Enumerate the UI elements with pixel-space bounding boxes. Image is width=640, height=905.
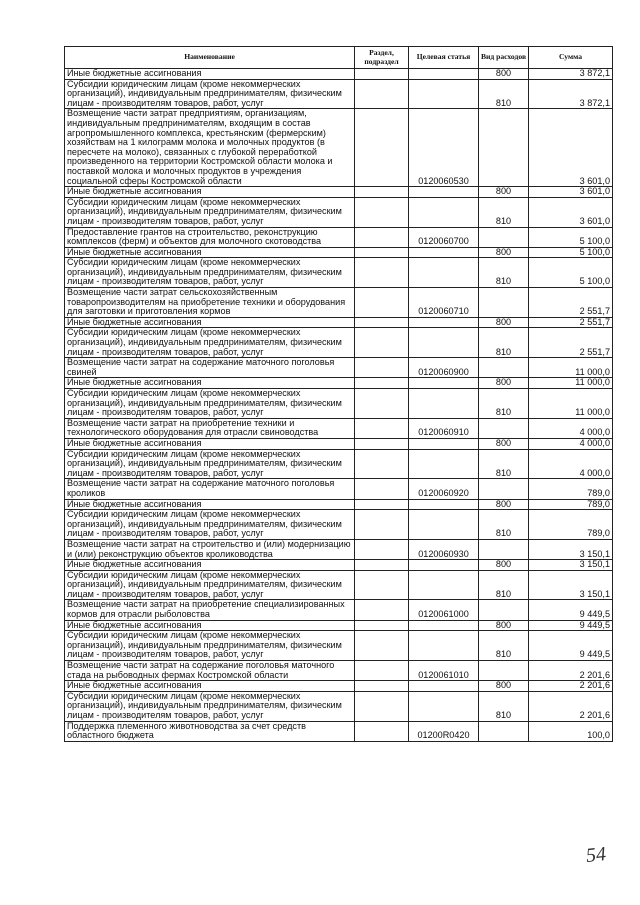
- table-row: [65, 570, 613, 600]
- name-cell: Возмещение части затрат на содержание маточного поголовья кроликов: [65, 479, 355, 499]
- target-cell: 0120060700: [409, 227, 479, 247]
- name-cell: Иные бюджетные ассигнования: [65, 187, 355, 198]
- section-cell: [355, 499, 409, 510]
- target-cell: 01200R0420: [409, 721, 479, 741]
- section-cell: [355, 681, 409, 692]
- sum-cell: 9 449,5: [529, 600, 613, 620]
- name-cell: Субсидии юридическим лицам (кроме некоммерческих организаций), индивидуальным предпринимателям, физическим лицам - производителям товаров, работ, услуг: [65, 258, 355, 288]
- table-row: [65, 449, 613, 479]
- table-row: [65, 378, 613, 389]
- table-row: [65, 258, 613, 288]
- table-row: [65, 691, 613, 721]
- kind-cell: 800: [479, 187, 529, 198]
- table-row: [65, 328, 613, 358]
- sum-cell: 3 150,1: [529, 560, 613, 571]
- table-body: [65, 69, 613, 742]
- table-row: [65, 631, 613, 661]
- name-cell: Иные бюджетные ассигнования: [65, 499, 355, 510]
- target-cell: [409, 328, 479, 358]
- target-cell: 0120060530: [409, 109, 479, 187]
- target-cell: [409, 631, 479, 661]
- kind-cell: 810: [479, 510, 529, 540]
- budget-table: [64, 46, 613, 742]
- target-cell: [409, 378, 479, 389]
- section-cell: [355, 661, 409, 681]
- kind-cell: 810: [479, 631, 529, 661]
- kind-cell: 800: [479, 620, 529, 631]
- kind-cell: 810: [479, 79, 529, 109]
- sum-cell: 9 449,5: [529, 620, 613, 631]
- header-target: Целевая статья: [409, 47, 479, 69]
- kind-cell: [479, 418, 529, 438]
- kind-cell: 800: [479, 317, 529, 328]
- kind-cell: 810: [479, 389, 529, 419]
- kind-cell: 800: [479, 560, 529, 571]
- name-cell: Субсидии юридическим лицам (кроме некоммерческих организаций), индивидуальным предпринимателям, физическим лицам - производителям товаров, работ, услуг: [65, 389, 355, 419]
- header-name: Наименование: [65, 47, 355, 69]
- section-cell: [355, 79, 409, 109]
- target-cell: [409, 389, 479, 419]
- name-cell: Иные бюджетные ассигнования: [65, 317, 355, 328]
- sum-cell: 2 201,6: [529, 681, 613, 692]
- section-cell: [355, 317, 409, 328]
- name-cell: Возмещение части затрат сельскохозяйственным товаропроизводителям на приобретение техники и оборудования для заготовки и приготовления кормов: [65, 288, 355, 318]
- name-cell: Возмещение части затрат предприятиям, организациям, индивидуальным предпринимателям, входящим в состав агропромышленного комплекса, крестьянским (фермерским) хозяйствам на 1 килограмм молока и молочных продуктов (в пересчете на молоко), связанных с глубокой переработкой произведенного на территории Костромской области молока и поставкой молока и молочных продуктов в учреждения социальной сферы Костромской области: [65, 109, 355, 187]
- kind-cell: 800: [479, 681, 529, 692]
- kind-cell: 800: [479, 499, 529, 510]
- section-cell: [355, 721, 409, 741]
- sum-cell: 5 100,0: [529, 227, 613, 247]
- target-cell: [409, 69, 479, 80]
- name-cell: Иные бюджетные ассигнования: [65, 560, 355, 571]
- sum-cell: 3 601,0: [529, 109, 613, 187]
- table-row: [65, 560, 613, 571]
- name-cell: Субсидии юридическим лицам (кроме некоммерческих организаций), индивидуальным предпринимателям, физическим лицам - производителям товаров, работ, услуг: [65, 691, 355, 721]
- section-cell: [355, 227, 409, 247]
- section-cell: [355, 600, 409, 620]
- sum-cell: 789,0: [529, 479, 613, 499]
- sum-cell: 4 000,0: [529, 418, 613, 438]
- target-cell: 0120060920: [409, 479, 479, 499]
- kind-cell: 810: [479, 691, 529, 721]
- section-cell: [355, 378, 409, 389]
- section-cell: [355, 570, 409, 600]
- kind-cell: [479, 661, 529, 681]
- kind-cell: [479, 539, 529, 559]
- table-row: [65, 661, 613, 681]
- table-row: [65, 510, 613, 540]
- sum-cell: 3 601,0: [529, 187, 613, 198]
- kind-cell: 810: [479, 570, 529, 600]
- kind-cell: 810: [479, 197, 529, 227]
- name-cell: Возмещение части затрат на строительство и (или) модернизацию и (или) реконструкцию объектов кролиководства: [65, 539, 355, 559]
- target-cell: [409, 560, 479, 571]
- section-cell: [355, 389, 409, 419]
- table-row: [65, 600, 613, 620]
- table-row: [65, 288, 613, 318]
- name-cell: Субсидии юридическим лицам (кроме некоммерческих организаций), индивидуальным предпринимателям, физическим лицам - производителям товаров, работ, услуг: [65, 570, 355, 600]
- table-row: [65, 499, 613, 510]
- target-cell: [409, 620, 479, 631]
- table-row: [65, 317, 613, 328]
- target-cell: [409, 570, 479, 600]
- table-row: [65, 187, 613, 198]
- name-cell: Иные бюджетные ассигнования: [65, 438, 355, 449]
- section-cell: [355, 197, 409, 227]
- target-cell: 0120061010: [409, 661, 479, 681]
- section-cell: [355, 691, 409, 721]
- table-row: [65, 479, 613, 499]
- header-sum: Сумма: [529, 47, 613, 69]
- kind-cell: [479, 721, 529, 741]
- header-kind: Вид расходов: [479, 47, 529, 69]
- table-row: [65, 389, 613, 419]
- name-cell: Субсидии юридическим лицам (кроме некоммерческих организаций), индивидуальным предпринимателям, физическим лицам - производителям товаров, работ, услуг: [65, 449, 355, 479]
- target-cell: 0120060910: [409, 418, 479, 438]
- kind-cell: [479, 358, 529, 378]
- section-cell: [355, 418, 409, 438]
- sum-cell: 9 449,5: [529, 631, 613, 661]
- section-cell: [355, 560, 409, 571]
- name-cell: Иные бюджетные ассигнования: [65, 247, 355, 258]
- sum-cell: 2 551,7: [529, 288, 613, 318]
- table-row: [65, 227, 613, 247]
- section-cell: [355, 358, 409, 378]
- name-cell: Возмещение части затрат на содержание маточного поголовья свиней: [65, 358, 355, 378]
- sum-cell: 4 000,0: [529, 449, 613, 479]
- sum-cell: 5 100,0: [529, 247, 613, 258]
- sum-cell: 11 000,0: [529, 378, 613, 389]
- name-cell: Субсидии юридическим лицам (кроме некоммерческих организаций), индивидуальным предпринимателям, физическим лицам - производителям товаров, работ, услуг: [65, 79, 355, 109]
- section-cell: [355, 631, 409, 661]
- name-cell: Возмещение части затрат на содержание поголовья маточного стада на рыбоводных фермах Костромской области: [65, 661, 355, 681]
- table-row: [65, 358, 613, 378]
- sum-cell: 2 551,7: [529, 328, 613, 358]
- sum-cell: 2 201,6: [529, 691, 613, 721]
- table-row: [65, 109, 613, 187]
- table-row: [65, 438, 613, 449]
- name-cell: Возмещение части затрат на приобретение техники и технологического оборудования для отрасли свиноводства: [65, 418, 355, 438]
- target-cell: [409, 510, 479, 540]
- sum-cell: 11 000,0: [529, 358, 613, 378]
- table-row: [65, 69, 613, 80]
- section-cell: [355, 69, 409, 80]
- target-cell: [409, 317, 479, 328]
- section-cell: [355, 479, 409, 499]
- target-cell: [409, 681, 479, 692]
- sum-cell: 3 872,1: [529, 69, 613, 80]
- name-cell: Иные бюджетные ассигнования: [65, 69, 355, 80]
- section-cell: [355, 288, 409, 318]
- table-row: [65, 418, 613, 438]
- section-cell: [355, 247, 409, 258]
- name-cell: Субсидии юридическим лицам (кроме некоммерческих организаций), индивидуальным предпринимателям, физическим лицам - производителям товаров, работ, услуг: [65, 197, 355, 227]
- kind-cell: [479, 109, 529, 187]
- header-section: Раздел, подраздел: [355, 47, 409, 69]
- sum-cell: 2 551,7: [529, 317, 613, 328]
- sum-cell: 2 201,6: [529, 661, 613, 681]
- kind-cell: [479, 479, 529, 499]
- section-cell: [355, 620, 409, 631]
- table-row: [65, 681, 613, 692]
- kind-cell: 800: [479, 378, 529, 389]
- kind-cell: 800: [479, 69, 529, 80]
- table-row: [65, 197, 613, 227]
- sum-cell: 3 150,1: [529, 570, 613, 600]
- name-cell: Субсидии юридическим лицам (кроме некоммерческих организаций), индивидуальным предпринимателям, физическим лицам - производителям товаров, работ, услуг: [65, 510, 355, 540]
- name-cell: Поддержка племенного животноводства за счет средств областного бюджета: [65, 721, 355, 741]
- kind-cell: [479, 600, 529, 620]
- section-cell: [355, 109, 409, 187]
- kind-cell: 810: [479, 328, 529, 358]
- sum-cell: 3 150,1: [529, 539, 613, 559]
- section-cell: [355, 258, 409, 288]
- document-page: [64, 46, 613, 742]
- target-cell: [409, 691, 479, 721]
- name-cell: Возмещение части затрат на приобретение специализированных кормов для отрасли рыболовства: [65, 600, 355, 620]
- table-row: [65, 539, 613, 559]
- name-cell: Субсидии юридическим лицам (кроме некоммерческих организаций), индивидуальным предпринимателям, физическим лицам - производителям товаров, работ, услуг: [65, 328, 355, 358]
- table-row: [65, 620, 613, 631]
- kind-cell: 800: [479, 247, 529, 258]
- section-cell: [355, 187, 409, 198]
- target-cell: [409, 499, 479, 510]
- target-cell: [409, 438, 479, 449]
- sum-cell: 100,0: [529, 721, 613, 741]
- target-cell: 0120060930: [409, 539, 479, 559]
- target-cell: 0120060710: [409, 288, 479, 318]
- target-cell: 0120060900: [409, 358, 479, 378]
- target-cell: [409, 247, 479, 258]
- sum-cell: 789,0: [529, 499, 613, 510]
- section-cell: [355, 510, 409, 540]
- target-cell: 0120061000: [409, 600, 479, 620]
- target-cell: [409, 187, 479, 198]
- name-cell: Иные бюджетные ассигнования: [65, 378, 355, 389]
- target-cell: [409, 79, 479, 109]
- table-row: [65, 247, 613, 258]
- target-cell: [409, 258, 479, 288]
- section-cell: [355, 438, 409, 449]
- name-cell: Иные бюджетные ассигнования: [65, 620, 355, 631]
- section-cell: [355, 449, 409, 479]
- kind-cell: 810: [479, 449, 529, 479]
- target-cell: [409, 449, 479, 479]
- sum-cell: 11 000,0: [529, 389, 613, 419]
- name-cell: Иные бюджетные ассигнования: [65, 681, 355, 692]
- sum-cell: 4 000,0: [529, 438, 613, 449]
- kind-cell: [479, 288, 529, 318]
- sum-cell: 3 872,1: [529, 79, 613, 109]
- kind-cell: 800: [479, 438, 529, 449]
- sum-cell: 789,0: [529, 510, 613, 540]
- name-cell: Предоставление грантов на строительство, реконструкцию комплексов (ферм) и объектов для молочного скотоводства: [65, 227, 355, 247]
- kind-cell: [479, 227, 529, 247]
- sum-cell: 5 100,0: [529, 258, 613, 288]
- table-row: [65, 721, 613, 741]
- section-cell: [355, 539, 409, 559]
- target-cell: [409, 197, 479, 227]
- table-row: [65, 79, 613, 109]
- name-cell: Субсидии юридическим лицам (кроме некоммерческих организаций), индивидуальным предпринимателям, физическим лицам - производителям товаров, работ, услуг: [65, 631, 355, 661]
- page-number: 54: [584, 843, 608, 867]
- kind-cell: 810: [479, 258, 529, 288]
- section-cell: [355, 328, 409, 358]
- table-header-row: [65, 47, 613, 69]
- sum-cell: 3 601,0: [529, 197, 613, 227]
